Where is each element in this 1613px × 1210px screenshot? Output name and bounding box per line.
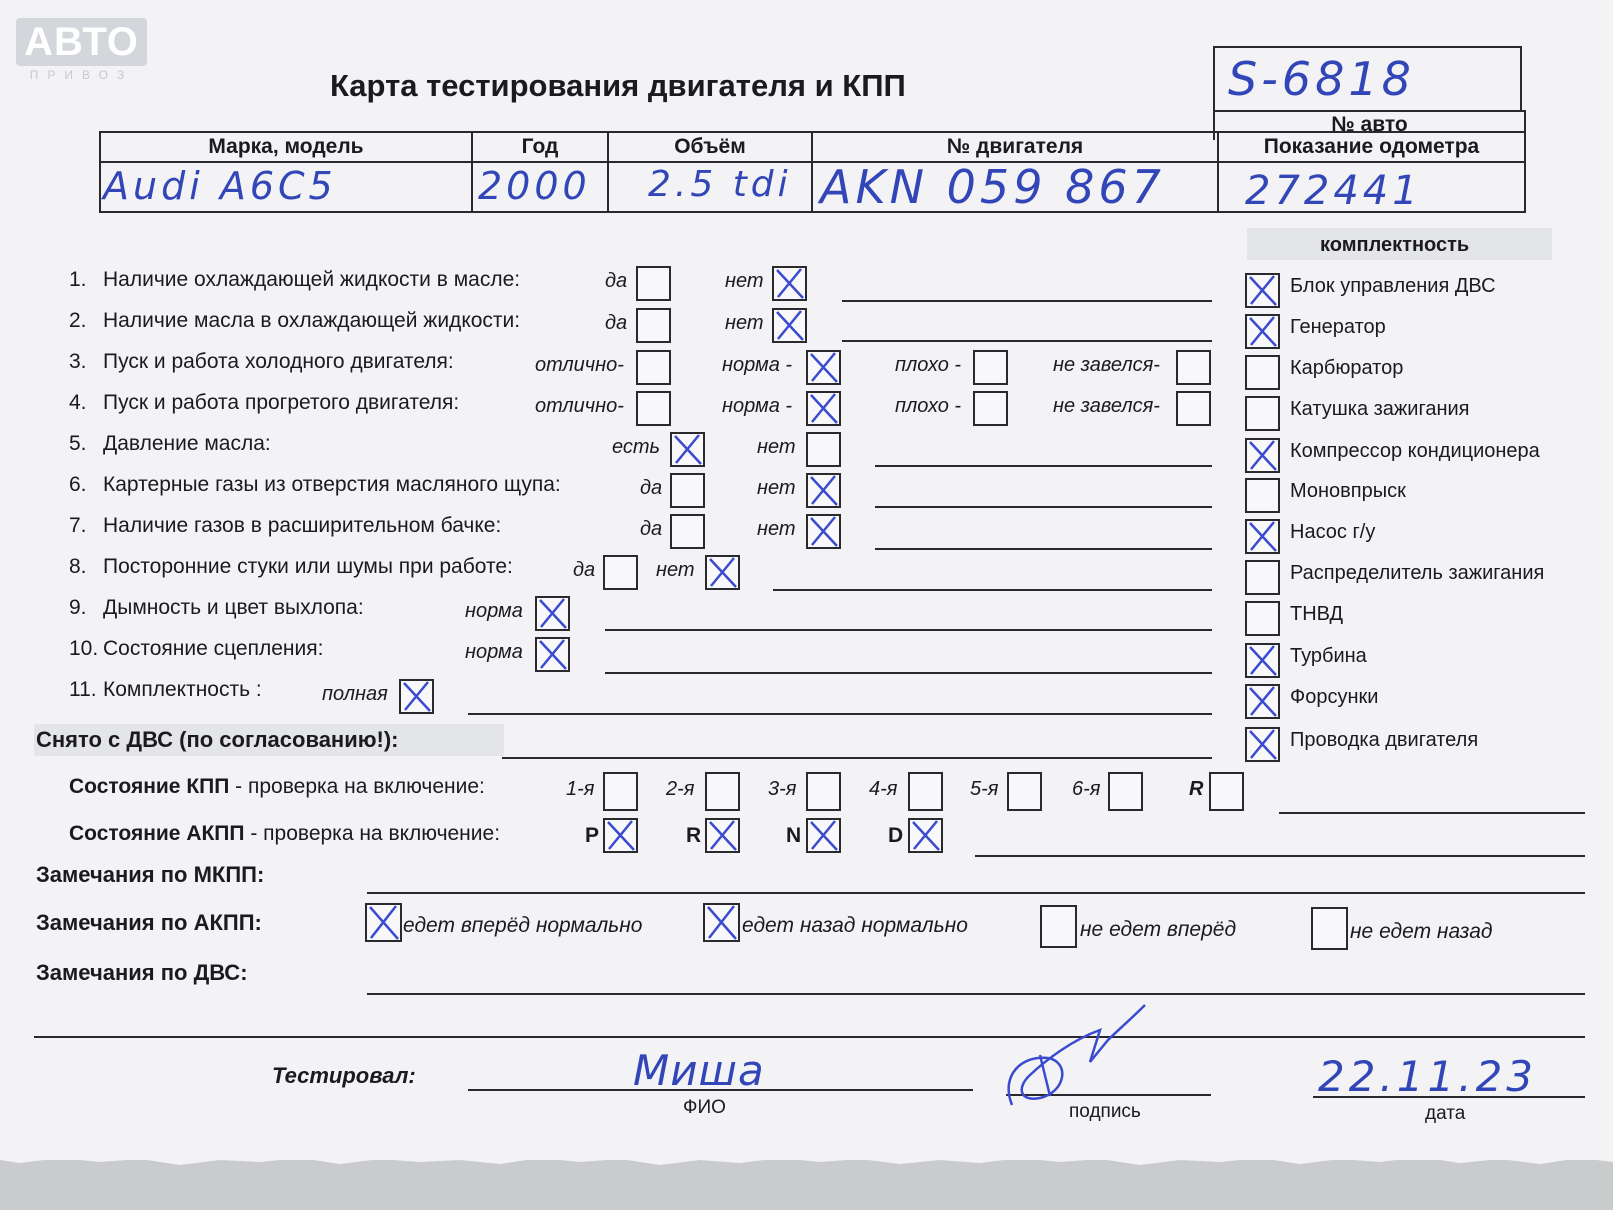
q9-normal-checkbox[interactable] bbox=[535, 596, 570, 631]
komplektnost-item-label-2: Генератор bbox=[1290, 316, 1386, 338]
q6-text: Картерные газы из отверстия масляного щупа: bbox=[103, 473, 561, 496]
komplektnost-item-label-5: Компрессор кондиционера bbox=[1290, 440, 1540, 462]
kpp-gear-6-label: 6-я bbox=[1072, 778, 1101, 800]
q9-opt-normal: норма bbox=[465, 600, 523, 622]
remarks-dvs-label: Замечания по ДВС: bbox=[36, 960, 248, 985]
q3-opt-excellent: отлично- bbox=[535, 354, 624, 376]
col-odometer-header: Показание одометра bbox=[1218, 132, 1525, 162]
komplektnost-checkbox-9[interactable] bbox=[1245, 601, 1280, 636]
kpp-gear-3-checkbox[interactable] bbox=[806, 772, 841, 811]
value-odometer: 272441 bbox=[1245, 168, 1422, 214]
logo-subtext: ПРИВОЗ bbox=[29, 68, 134, 82]
akpp-remark-no-backward-label: не едет назад bbox=[1350, 920, 1493, 943]
q5-opt-yes: есть bbox=[612, 436, 661, 458]
akpp-gear-p-checkbox[interactable] bbox=[603, 818, 638, 853]
komplektnost-item-label-8: Распределитель зажигания bbox=[1290, 562, 1545, 584]
q7-line bbox=[875, 548, 1212, 550]
komplektnost-checkbox-7[interactable] bbox=[1245, 519, 1280, 554]
q11-num: 11. bbox=[69, 678, 97, 701]
page-title: Карта тестирования двигателя и КПП bbox=[330, 68, 906, 103]
col-model-header: Марка, модель bbox=[100, 132, 472, 162]
komplektnost-item-label-6: Моновпрыск bbox=[1290, 480, 1406, 502]
komplektnost-checkbox-8[interactable] bbox=[1245, 560, 1280, 595]
q5-no-checkbox[interactable] bbox=[806, 432, 841, 467]
q7-opt-no: нет bbox=[757, 518, 796, 540]
q8-yes-checkbox[interactable] bbox=[603, 555, 638, 590]
kpp-gear-2-label: 2-я bbox=[666, 778, 695, 800]
col-year-header: Год bbox=[472, 132, 608, 162]
komplektnost-item-label-1: Блок управления ДВС bbox=[1290, 275, 1496, 297]
akpp-gear-d-checkbox[interactable] bbox=[908, 818, 943, 853]
q6-num: 6. bbox=[69, 473, 87, 496]
kpp-gear-5-checkbox[interactable] bbox=[1007, 772, 1042, 811]
komplektnost-checkbox-2[interactable] bbox=[1245, 314, 1280, 349]
test-date: 22.11.23 bbox=[1318, 1052, 1538, 1101]
remarks-extra-line bbox=[34, 1036, 1585, 1038]
q8-text: Посторонние стуки или шумы при работе: bbox=[103, 555, 513, 578]
q8-opt-no: нет bbox=[656, 559, 695, 581]
akpp-remark-no-backward-checkbox[interactable] bbox=[1311, 907, 1348, 950]
akpp-label-bold: Состояние АКПП bbox=[69, 822, 245, 845]
q5-line bbox=[875, 465, 1212, 467]
q5-yes-checkbox[interactable] bbox=[670, 432, 705, 467]
komplektnost-item-label-10: Турбина bbox=[1290, 645, 1367, 667]
q1-opt-yes: да bbox=[605, 270, 628, 292]
komplektnost-checkbox-6[interactable] bbox=[1245, 478, 1280, 513]
q4-nostart-checkbox[interactable] bbox=[1176, 391, 1211, 426]
komplektnost-item-label-3: Карбюратор bbox=[1290, 357, 1404, 379]
kpp-gear-r-label: R bbox=[1189, 778, 1204, 800]
q2-no-checkbox[interactable] bbox=[772, 308, 807, 343]
komplektnost-item-label-11: Форсунки bbox=[1290, 686, 1379, 708]
q5-num: 5. bbox=[69, 432, 87, 455]
q4-bad-checkbox[interactable] bbox=[973, 391, 1008, 426]
akpp-remark-backward-ok-label: едет назад нормально bbox=[742, 914, 968, 937]
kpp-line bbox=[1279, 812, 1585, 814]
q6-opt-yes: да bbox=[640, 477, 663, 499]
q2-opt-yes: да bbox=[605, 312, 628, 334]
q1-line bbox=[842, 300, 1212, 302]
komplektnost-item-label-9: ТНВД bbox=[1290, 603, 1344, 625]
kpp-gear-6-checkbox[interactable] bbox=[1108, 772, 1143, 811]
signature-caption: подпись bbox=[1069, 1101, 1141, 1122]
q1-num: 1. bbox=[69, 268, 87, 291]
kpp-gear-3-label: 3-я bbox=[768, 778, 797, 800]
q6-line bbox=[875, 506, 1212, 508]
remarks-mkpp-label: Замечания по МКПП: bbox=[36, 862, 265, 887]
q1-text: Наличие охлаждающей жидкости в масле: bbox=[103, 268, 521, 291]
q4-text: Пуск и работа прогретого двигателя: bbox=[103, 391, 460, 414]
q2-line bbox=[842, 340, 1212, 342]
q9-line bbox=[605, 629, 1212, 631]
q4-opt-bad: плохо - bbox=[895, 395, 962, 417]
akpp-label bbox=[69, 822, 500, 846]
q11-text: Комплектность : bbox=[103, 678, 262, 701]
akpp-remark-no-forward-label: не едет вперёд bbox=[1080, 918, 1237, 941]
komplektnost-checkbox-12[interactable] bbox=[1245, 727, 1280, 762]
akpp-label-rest: - проверка на включение: bbox=[244, 822, 501, 845]
q3-bad-checkbox[interactable] bbox=[973, 350, 1008, 385]
q1-yes-checkbox[interactable] bbox=[636, 266, 671, 301]
q1-opt-no: нет bbox=[725, 270, 764, 292]
q8-num: 8. bbox=[69, 555, 87, 578]
q7-text: Наличие газов в расширительном бачке: bbox=[103, 514, 502, 537]
komplektnost-checkbox-11[interactable] bbox=[1245, 684, 1280, 719]
akpp-remark-no-forward-checkbox[interactable] bbox=[1040, 905, 1077, 948]
akpp-gear-r-checkbox[interactable] bbox=[705, 818, 740, 853]
akpp-gear-n-label: N bbox=[786, 824, 802, 847]
akpp-gear-r-label: R bbox=[686, 824, 702, 847]
q4-opt-excellent: отлично- bbox=[535, 395, 624, 417]
auto-number-value: S-6818 bbox=[1228, 52, 1415, 106]
kpp-label-bold: Состояние КПП bbox=[69, 775, 230, 798]
value-year: 2000 bbox=[478, 164, 591, 208]
remarks-dvs-line bbox=[367, 993, 1585, 995]
q5-opt-no: нет bbox=[757, 436, 796, 458]
akpp-remark-forward-ok-checkbox[interactable] bbox=[365, 903, 402, 942]
akpp-line bbox=[975, 855, 1585, 857]
q8-no-checkbox[interactable] bbox=[705, 555, 740, 590]
value-model: Audi A6C5 bbox=[103, 164, 337, 208]
q6-yes-checkbox[interactable] bbox=[670, 473, 705, 508]
q7-num: 7. bbox=[69, 514, 87, 537]
q4-opt-normal: норма - bbox=[722, 395, 793, 417]
komplektnost-item-label-4: Катушка зажигания bbox=[1290, 398, 1470, 420]
q9-num: 9. bbox=[69, 596, 87, 619]
q1-no-checkbox[interactable] bbox=[772, 266, 807, 301]
q4-opt-nostart: не завелся- bbox=[1053, 395, 1160, 417]
q10-normal-checkbox[interactable] bbox=[535, 637, 570, 672]
torn-edge bbox=[0, 1150, 1613, 1172]
q8-opt-yes: да bbox=[573, 559, 596, 581]
q11-full-checkbox[interactable] bbox=[399, 679, 434, 714]
q2-num: 2. bbox=[69, 309, 87, 332]
q3-opt-normal: норма - bbox=[722, 354, 793, 376]
auto-number-label: № авто bbox=[1213, 110, 1526, 140]
q8-line bbox=[773, 589, 1212, 591]
akpp-gear-d-label: D bbox=[888, 824, 904, 847]
removed-label: Снято с ДВС (по согласованию!): bbox=[36, 727, 399, 752]
kpp-gear-2-checkbox[interactable] bbox=[705, 772, 740, 811]
q10-text: Состояние сцепления: bbox=[103, 637, 324, 660]
q7-no-checkbox[interactable] bbox=[806, 514, 841, 549]
komplektnost-title: комплектность bbox=[1320, 234, 1470, 256]
value-volume: 2.5 tdi bbox=[648, 164, 792, 205]
q11-opt-full: полная bbox=[322, 683, 388, 705]
q3-nostart-checkbox[interactable] bbox=[1176, 350, 1211, 385]
logo-text: АВТО bbox=[24, 20, 139, 64]
tester-name: Миша bbox=[633, 1046, 765, 1095]
q3-opt-nostart: не завелся- bbox=[1053, 354, 1160, 376]
komplektnost-checkbox-3[interactable] bbox=[1245, 355, 1280, 390]
komplektnost-item-label-7: Насос г/у bbox=[1290, 521, 1376, 543]
kpp-gear-5-label: 5-я bbox=[970, 778, 999, 800]
q7-opt-yes: да bbox=[640, 518, 663, 540]
date-caption: дата bbox=[1425, 1103, 1466, 1124]
col-engine-number-header: № двигателя bbox=[812, 132, 1218, 162]
kpp-label bbox=[69, 775, 485, 799]
akpp-remark-forward-ok-label: едет вперёд нормально bbox=[403, 914, 643, 937]
col-volume-header: Объём bbox=[608, 132, 812, 162]
komplektnost-checkbox-1[interactable] bbox=[1245, 273, 1280, 308]
q3-excellent-checkbox[interactable] bbox=[636, 350, 671, 385]
kpp-gear-1-label: 1-я bbox=[566, 778, 595, 800]
removed-line bbox=[502, 757, 1212, 759]
kpp-gear-4-label: 4-я bbox=[869, 778, 898, 800]
q2-yes-checkbox[interactable] bbox=[636, 308, 671, 343]
kpp-gear-4-checkbox[interactable] bbox=[908, 772, 943, 811]
q4-normal-checkbox[interactable] bbox=[806, 391, 841, 426]
name-caption: ФИО bbox=[683, 1097, 726, 1118]
q9-text: Дымность и цвет выхлопа: bbox=[103, 596, 364, 619]
q10-num: 10. bbox=[69, 637, 99, 660]
q7-yes-checkbox[interactable] bbox=[670, 514, 705, 549]
q3-text: Пуск и работа холодного двигателя: bbox=[103, 350, 454, 373]
kpp-gear-r-checkbox[interactable] bbox=[1209, 772, 1244, 811]
q3-opt-bad: плохо - bbox=[895, 354, 962, 376]
q3-normal-checkbox[interactable] bbox=[806, 350, 841, 385]
q10-opt-normal: норма bbox=[465, 641, 523, 663]
q6-opt-no: нет bbox=[757, 477, 796, 499]
remarks-mkpp-line bbox=[367, 892, 1585, 894]
remarks-akpp-label: Замечания по АКПП: bbox=[36, 910, 262, 935]
q2-opt-no: нет bbox=[725, 312, 764, 334]
akpp-remark-backward-ok-checkbox[interactable] bbox=[703, 903, 740, 942]
q5-text: Давление масла: bbox=[103, 432, 271, 455]
q6-no-checkbox[interactable] bbox=[806, 473, 841, 508]
value-engine-number: AKN 059 867 bbox=[820, 160, 1165, 214]
komplektnost-checkbox-10[interactable] bbox=[1245, 643, 1280, 678]
kpp-label-rest: - проверка на включение: bbox=[229, 775, 485, 798]
kpp-gear-1-checkbox[interactable] bbox=[603, 772, 638, 811]
q10-line bbox=[605, 672, 1212, 674]
akpp-gear-p-label: P bbox=[585, 824, 600, 847]
q11-line bbox=[468, 713, 1212, 715]
komplektnost-checkbox-5[interactable] bbox=[1245, 438, 1280, 473]
q3-num: 3. bbox=[69, 350, 87, 373]
q4-num: 4. bbox=[69, 391, 87, 414]
komplektnost-checkbox-4[interactable] bbox=[1245, 396, 1280, 431]
komplektnost-item-label-12: Проводка двигателя bbox=[1290, 729, 1479, 751]
signature-line bbox=[1006, 1094, 1211, 1096]
akpp-gear-n-checkbox[interactable] bbox=[806, 818, 841, 853]
q4-excellent-checkbox[interactable] bbox=[636, 391, 671, 426]
tested-label: Тестировал: bbox=[272, 1063, 416, 1088]
q2-text: Наличие масла в охлаждающей жидкости: bbox=[103, 309, 521, 332]
